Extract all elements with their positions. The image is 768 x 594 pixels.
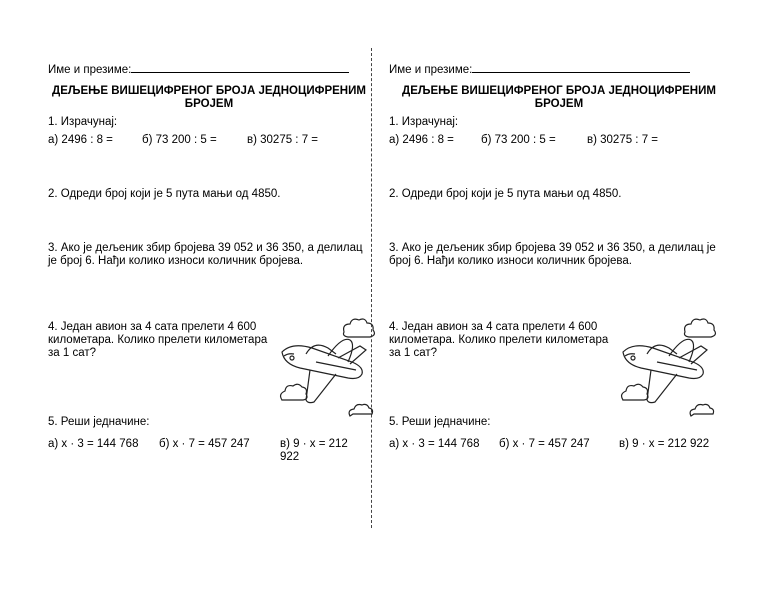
task2: 2. Одреди број који је 5 пута мањи од 4850. [389, 188, 622, 200]
worksheet-title: ДЕЉЕЊЕ ВИШЕЦИФРЕНОГ БРОЈА ЈЕДНОЦИФРЕНИМ БРОЈЕМ [52, 85, 366, 110]
task5-b: б) x · 7 = 457 247 [159, 438, 250, 450]
task3: 3. Ако је дељеник збир бројева 39 052 и 36 350, а делилац је број 6. Нађи колико износи количник бројева. [389, 242, 716, 267]
task3: 3. Ако је дељеник збир бројева 39 052 и 36 350, а делилац је број 6. Нађи колико износи количник бројева. [48, 242, 363, 267]
name-blank [472, 62, 690, 73]
cut-line [371, 48, 372, 528]
task1-b: б) 73 200 : 5 = [481, 134, 556, 146]
task1-heading: 1. Израчунај: [48, 116, 118, 128]
task5-c-text: в) 9 · x = 212 922 [280, 438, 348, 463]
name-label: Име и презиме: [389, 64, 473, 76]
task4: 4. Један авион за 4 сата прелети 4 600 километара. Колико прелети километара за 1 сат? [48, 321, 268, 359]
task5-a: а) x · 3 = 144 768 [48, 438, 139, 450]
worksheet-title: ДЕЉЕЊЕ ВИШЕЦИФРЕНОГ БРОЈА ЈЕДНОЦИФРЕНИМ БРОЈЕМ [402, 85, 716, 110]
airplane-illustration [617, 314, 717, 426]
task5-a: а) x · 3 = 144 768 [389, 438, 480, 450]
task5-c: в) 9 · x = 212 922 [619, 438, 710, 450]
task5-b: б) x · 7 = 457 247 [499, 438, 590, 450]
worksheet-left [48, 0, 370, 594]
task1-heading: 1. Израчунај: [389, 116, 459, 128]
task1-c: в) 30275 : 7 = [587, 134, 659, 146]
task1-b: б) 73 200 : 5 = [142, 134, 217, 146]
task5-heading: 5. Реши једначине: [389, 416, 491, 428]
task5-heading: 5. Реши једначине: [48, 416, 150, 428]
task5-c [280, 438, 368, 464]
airplane-illustration [276, 314, 376, 426]
name-field [389, 62, 690, 77]
name-label: Име и презиме: [48, 64, 132, 76]
task4: 4. Један авион за 4 сата прелети 4 600 километара. Колико прелети километара за 1 сат? [389, 321, 609, 359]
task2: 2. Одреди број који је 5 пута мањи од 4850. [48, 188, 281, 200]
name-blank [131, 62, 349, 73]
task1-a: а) 2496 : 8 = [389, 134, 454, 146]
name-field [48, 62, 349, 77]
task1-c: в) 30275 : 7 = [247, 134, 319, 146]
worksheet-right [389, 0, 729, 594]
task1-a: а) 2496 : 8 = [48, 134, 113, 146]
